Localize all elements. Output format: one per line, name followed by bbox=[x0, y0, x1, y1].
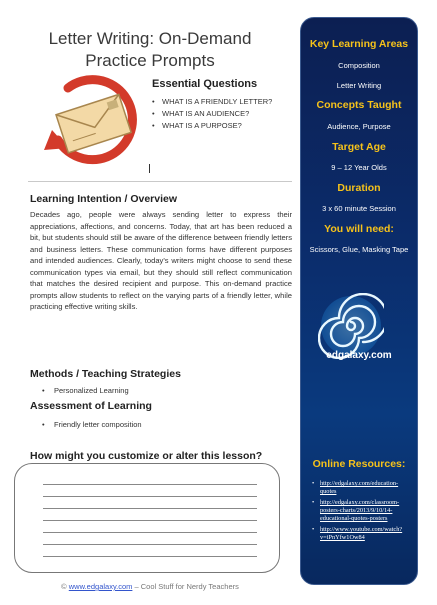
section-divider bbox=[28, 181, 292, 182]
notes-line bbox=[43, 496, 257, 497]
key-areas-heading: Key Learning Areas bbox=[309, 38, 409, 50]
question-item: • WHAT IS A PURPOSE? bbox=[152, 120, 290, 132]
envelope-icon bbox=[38, 68, 146, 170]
essential-questions-heading: Essential Questions bbox=[152, 78, 258, 90]
question-item: • WHAT IS A FRIENDLY LETTER? bbox=[152, 96, 290, 108]
concepts-heading: Concepts Taught bbox=[316, 99, 402, 111]
footer bbox=[0, 582, 300, 591]
resources-heading: Online Resources: bbox=[312, 458, 406, 470]
duration-heading: Duration bbox=[337, 182, 381, 194]
assessment-heading: Assessment of Learning bbox=[30, 400, 152, 412]
notes-line bbox=[43, 544, 257, 545]
title-line-1: Letter Writing: On-Demand bbox=[48, 29, 252, 48]
page-title bbox=[30, 28, 270, 72]
footer-link[interactable]: www.edgalaxy.com bbox=[68, 582, 133, 591]
need-heading: You will need: bbox=[324, 223, 394, 235]
resources-list bbox=[312, 480, 410, 545]
methods-item: • Personalized Learning bbox=[42, 386, 129, 395]
resource-link[interactable]: • http://edgalaxy.com/classroom-posters-charts/2013/9/10/14-educational-quotes-posters bbox=[312, 499, 410, 523]
need-value: Scissors, Glue, Masking Tape bbox=[309, 245, 409, 254]
essential-questions bbox=[152, 78, 290, 132]
assessment-list bbox=[42, 420, 142, 429]
notes-line bbox=[43, 484, 257, 485]
learning-intention-body: Decades ago, people were always sending letter to express their appreciations, affections, and concerns. Today, that art has been reduced a bit, but students should still be aware of the difference between friendly letters and business letters. These communication forms have different purposes and intended audiences. Clearly, today's writers might choose to send these communication types via email, but they should still reflect communication that matches the desired recipient and purpose. This on-demand practice prompts allow students to reflect on the varying parts of a friendly letter, while practicing effective writing skills. bbox=[30, 210, 292, 311]
concepts-value: Audience, Purpose bbox=[327, 122, 391, 131]
duration-value: 3 x 60 minute Session bbox=[322, 204, 396, 213]
notes-line bbox=[43, 532, 257, 533]
title-line-2: Practice Prompts bbox=[85, 51, 215, 70]
target-age-heading: Target Age bbox=[332, 141, 386, 153]
notes-line bbox=[43, 508, 257, 509]
notes-box[interactable] bbox=[14, 463, 280, 573]
question-item: • WHAT IS AN AUDIENCE? bbox=[152, 108, 290, 120]
notes-line bbox=[43, 520, 257, 521]
key-area-item: Composition bbox=[338, 61, 380, 70]
learning-intention-heading: Learning Intention / Overview bbox=[30, 193, 178, 205]
methods-heading: Methods / Teaching Strategies bbox=[30, 368, 181, 380]
copyright-symbol: © bbox=[61, 582, 67, 591]
resource-link[interactable]: • http://edgalaxy.com/education-quotes bbox=[312, 480, 410, 496]
target-age-value: 9 – 12 Year Olds bbox=[331, 163, 387, 172]
customize-heading: How might you customize or alter this lesson? bbox=[30, 450, 263, 462]
assessment-item: • Friendly letter composition bbox=[42, 420, 142, 429]
key-area-item: Letter Writing bbox=[336, 81, 382, 90]
notes-line bbox=[43, 556, 257, 557]
resource-link[interactable]: • http://www.youtube.com/watch?v=iPnYfw1Ow84 bbox=[312, 526, 410, 542]
footer-tagline: – Cool Stuff for Nerdy Teachers bbox=[134, 582, 239, 591]
methods-list bbox=[42, 386, 129, 395]
edgalaxy-logo-text: edgalaxy.com bbox=[326, 350, 392, 361]
text-cursor bbox=[149, 164, 150, 173]
